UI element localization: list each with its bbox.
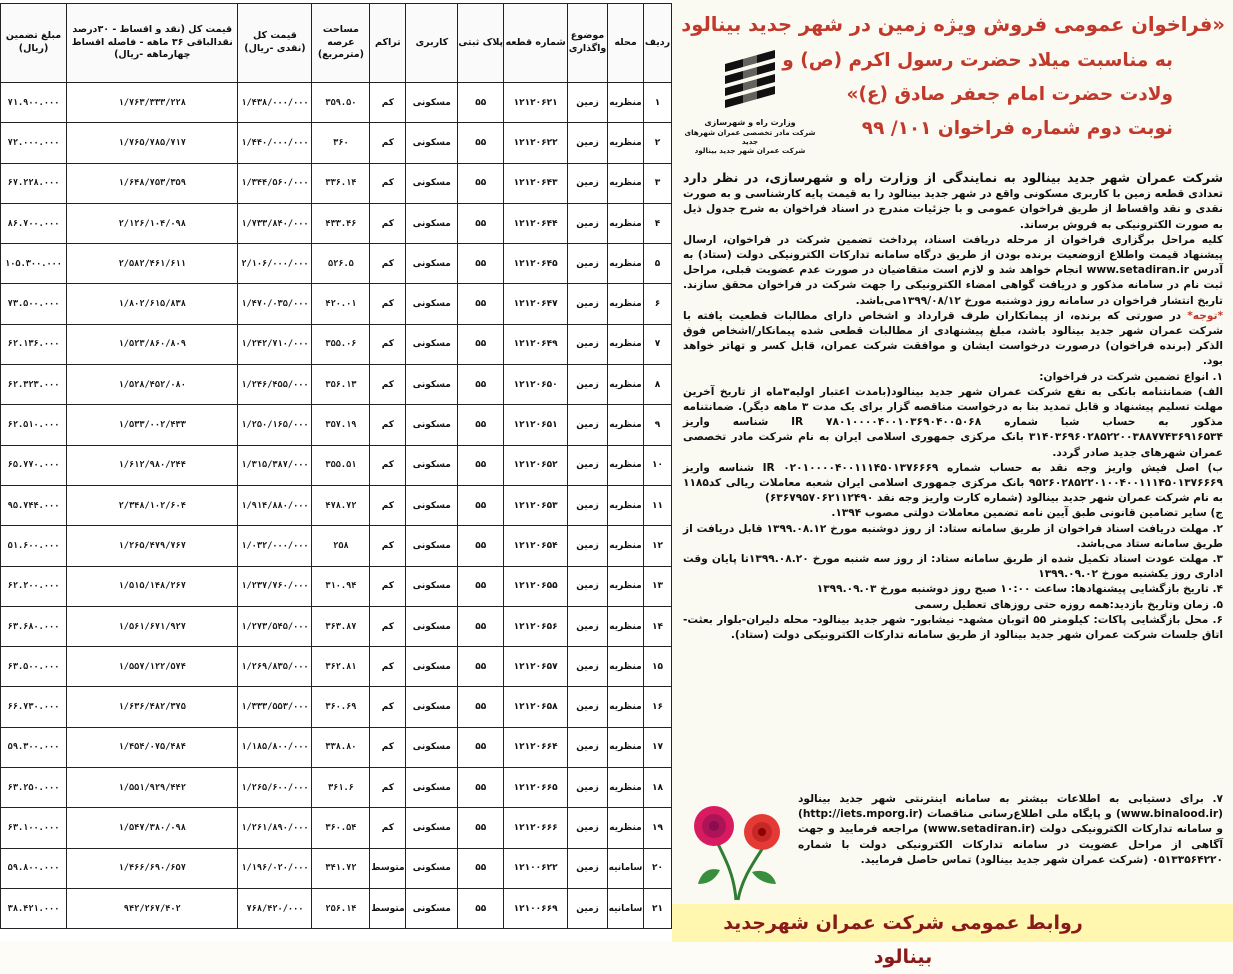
table-row (1, 485, 672, 525)
table-cell: ۱/۵۲۸/۴۵۲/۰۸۰ (67, 365, 238, 405)
table-cell: ۹۴۲/۲۶۷/۴۰۲ (67, 888, 238, 928)
table-cell: مسکونی (406, 324, 458, 364)
notice-lead: شرکت عمران شهر جدید بینالود به نمایندگی از وزارت راه و شهرسازی، در نظر دارد (683, 170, 1223, 185)
table-cell: ۱۷ (644, 727, 672, 767)
column-header: موضوع واگذاری (568, 4, 608, 83)
footer-text: روابط عمومی شرکت عمران شهرجدید بینالود (723, 912, 1083, 968)
table-cell: ۶۳.۵۰۰.۰۰۰ (1, 647, 67, 687)
table-cell: ۱۲۱۲۰۶۵۸ (504, 687, 568, 727)
table-cell: کم (370, 727, 406, 767)
table-cell: منظریه (608, 365, 644, 405)
column-header: کاربری (406, 4, 458, 83)
deadline-documents: ۲. مهلت دریافت اسناد فراخوان از طریق سامانه ستاد: از روز دوشنبه مورخ ۱۳۹۹.۰۸.۱۲ قابل دریافت از طریق سامانه ستاد می‌باشد. (683, 522, 1223, 550)
opening-location: ۶. محل بازگشایی پاکات: کیلومتر ۵۵ اتوبان مشهد- نیشابور- شهر جدید بینالود- محله دلیران-بلوار بعثت-اتاق جلسات شرکت عمران شهر جدید بینالود از طریق سامانه تدارکات الکترونیکی دولت (ستاد). (683, 613, 1223, 642)
table-cell: ۳۶۳.۸۷ (312, 606, 370, 646)
table-cell: مسکونی (406, 526, 458, 566)
logo-company-text: شرکت عمران شهر جدید بینالود (694, 146, 806, 155)
table-cell: مسکونی (406, 727, 458, 767)
notice-subtitle-1: به مناسبت میلاد حضرت رسول اکرم (ص) و (782, 50, 1173, 71)
table-row (1, 647, 672, 687)
table-header-row (1, 4, 672, 83)
table-cell: ۵۵ (458, 808, 504, 848)
table-cell: مسکونی (406, 445, 458, 485)
table-cell: ۵۲۶.۵ (312, 244, 370, 284)
table-cell: مسکونی (406, 163, 458, 203)
table-cell: ۲/۱۰۶/۰۰۰/۰۰۰ (238, 244, 312, 284)
table-cell: ۱/۲۴۲/۷۱۰/۰۰۰ (238, 324, 312, 364)
table-cell: ۳ (644, 163, 672, 203)
table-cell: کم (370, 244, 406, 284)
table-body (1, 83, 672, 929)
notice-paragraph-2: کلیه مراحل برگزاری فراخوان از مرحله دریافت اسناد، پرداخت تضمین شرکت در فراخوان، ارسال پیشنهاد قیمت واطلاع ازوضعیت برنده بودن از طریق درگاه سامانه تدارکات الکترونیکی دولت (ستاد) به آدرس www.setadiran.ir انجام خواهد شد و لازم است متقاضیان در صورت عدم عضویت قبلی، مراحل ثبت نام در سامانه مذکور و دریافت گواهی امضاء الکترونیکی را جهت شرکت در فراخوان محقق سازند. تاریخ انتشار فراخوان در سامانه روز دوشنبه مورخ ۱۳۹۹/۰۸/۱۲می‌باشد. (683, 233, 1223, 307)
table-cell: متوسط (370, 848, 406, 888)
table-cell: ۵۵ (458, 203, 504, 243)
table-cell: مسکونی (406, 888, 458, 928)
table-cell: ۱۲۱۲۰۶۵۶ (504, 606, 568, 646)
table-cell: زمین (568, 485, 608, 525)
table-cell: ۱/۱۸۵/۸۰۰/۰۰۰ (238, 727, 312, 767)
table-row (1, 727, 672, 767)
table-cell: ۷۳.۵۰۰.۰۰۰ (1, 284, 67, 324)
table-cell: زمین (568, 365, 608, 405)
table-row (1, 687, 672, 727)
table-cell: کم (370, 687, 406, 727)
table-cell: ۲/۳۴۸/۱۰۲/۶۰۴ (67, 485, 238, 525)
table-cell: ۳۵۶.۱۳ (312, 365, 370, 405)
column-header: تراکم (370, 4, 406, 83)
table-cell: زمین (568, 405, 608, 445)
table-cell: ۱۶ (644, 687, 672, 727)
table-cell: ۱/۰۳۲/۰۰۰/۰۰۰ (238, 526, 312, 566)
table-cell: متوسط (370, 888, 406, 928)
table-cell: ۳۵۷.۱۹ (312, 405, 370, 445)
table-cell: ۱/۳۴۴/۵۶۰/۰۰۰ (238, 163, 312, 203)
table-cell: منظریه (608, 768, 644, 808)
table-cell: منظریه (608, 566, 644, 606)
table-cell: ۱۲۱۲۰۶۶۵ (504, 768, 568, 808)
table-cell: ۳۳۸.۸۰ (312, 727, 370, 767)
table-cell: مسکونی (406, 768, 458, 808)
table-cell: ۱۴ (644, 606, 672, 646)
table-cell: زمین (568, 244, 608, 284)
table-cell: ۴۷۸.۷۲ (312, 485, 370, 525)
table-cell: ۱/۷۳۳/۸۴۰/۰۰۰ (238, 203, 312, 243)
table-cell: ۵۵ (458, 365, 504, 405)
table-cell: ۱۲۱۰۰۶۲۲ (504, 848, 568, 888)
table-cell: ۱۲ (644, 526, 672, 566)
opening-date: ۴. تاریخ بازگشایی پیشنهادها: ساعت ۱۰:۰۰ صبح روز دوشنبه مورخ ۱۳۹۹.۰۹.۰۳ (816, 583, 1223, 596)
table-cell: مسکونی (406, 203, 458, 243)
table-cell: ۱/۹۱۴/۸۸۰/۰۰۰ (238, 485, 312, 525)
table-cell: ۱۲۱۲۰۶۶۶ (504, 808, 568, 848)
table-cell: ۱/۱۹۶/۰۲۰/۰۰۰ (238, 848, 312, 888)
table-cell: ۱/۴۷۰/۰۳۵/۰۰۰ (238, 284, 312, 324)
table-cell: کم (370, 768, 406, 808)
table-cell: ۵۵ (458, 687, 504, 727)
table-cell: ۸۶.۷۰۰.۰۰۰ (1, 203, 67, 243)
table-cell: زمین (568, 687, 608, 727)
deadline-return: ۳. مهلت عودت اسناد تکمیل شده از طریق سامانه ستاد: از روز سه شنبه مورخ ۱۳۹۹.۰۸.۲۰تا پایان وقت اداری روز یکشنبه مورخ ۱۳۹۹.۰۹.۰۲ (683, 553, 1223, 581)
table-cell: ۱ (644, 83, 672, 123)
table-cell: ۹ (644, 405, 672, 445)
table-cell: ۱۲۱۲۰۶۵۷ (504, 647, 568, 687)
table-row (1, 365, 672, 405)
table-cell: ۳۸.۴۲۱.۰۰۰ (1, 888, 67, 928)
table-cell: زمین (568, 83, 608, 123)
table-cell: کم (370, 324, 406, 364)
table-cell: زمین (568, 566, 608, 606)
table-row (1, 808, 672, 848)
table-cell: کم (370, 485, 406, 525)
table-cell: ۱۲۱۰۰۶۶۹ (504, 888, 568, 928)
table-cell: ۱۲۱۲۰۶۵۴ (504, 526, 568, 566)
table-cell: زمین (568, 324, 608, 364)
table-cell: ۵۵ (458, 324, 504, 364)
table-cell: زمین (568, 445, 608, 485)
table-cell: ۱/۲۶۵/۶۰۰/۰۰۰ (238, 768, 312, 808)
logo-parent-text: شرکت مادر تخصصی عمران شهرهای جدید (684, 128, 816, 146)
table-cell: ۱/۲۴۶/۴۵۵/۰۰۰ (238, 365, 312, 405)
table-cell: ۱۰۵.۳۰۰.۰۰۰ (1, 244, 67, 284)
table-cell: مسکونی (406, 365, 458, 405)
table-cell: ۱/۶۳۶/۴۸۲/۳۷۵ (67, 687, 238, 727)
table-cell: ۱/۵۲۳/۸۶۰/۸۰۹ (67, 324, 238, 364)
table-cell: ۱/۲۶۹/۸۳۵/۰۰۰ (238, 647, 312, 687)
table-cell: منظریه (608, 606, 644, 646)
table-cell: ۳۶۰ (312, 123, 370, 163)
table-cell: کم (370, 405, 406, 445)
table-cell: ۳۵۵.۰۶ (312, 324, 370, 364)
table-cell: مسکونی (406, 83, 458, 123)
table-cell: ۲۰ (644, 848, 672, 888)
table-cell: ۵۵ (458, 647, 504, 687)
table-cell: ۵ (644, 244, 672, 284)
table-cell: مسکونی (406, 485, 458, 525)
table-cell: ۵۵ (458, 284, 504, 324)
table-cell: ۱/۲۶۵/۴۷۹/۷۶۷ (67, 526, 238, 566)
table-cell: ۲/۱۲۶/۱۰۴/۰۹۸ (67, 203, 238, 243)
table-cell: ۱۲۱۲۰۶۲۱ (504, 83, 568, 123)
table-cell: ۱/۲۳۷/۷۶۰/۰۰۰ (238, 566, 312, 606)
table-cell: ۱/۵۶۱/۶۷۱/۹۲۷ (67, 606, 238, 646)
table-cell: زمین (568, 123, 608, 163)
table-cell: ۴۳۳.۴۶ (312, 203, 370, 243)
table-row (1, 324, 672, 364)
table-row (1, 768, 672, 808)
notice-panel (672, 0, 1233, 968)
table-cell: ۶۲.۵۱۰.۰۰۰ (1, 405, 67, 445)
table-cell: کم (370, 445, 406, 485)
table-cell: ۷ (644, 324, 672, 364)
table-cell: ۵۵ (458, 888, 504, 928)
column-header: ردیف (644, 4, 672, 83)
lots-table (0, 3, 672, 929)
table-cell: ۵۵ (458, 848, 504, 888)
table-cell: کم (370, 526, 406, 566)
table-cell: ۵۵ (458, 244, 504, 284)
table-cell: ۵۵ (458, 606, 504, 646)
table-cell: منظریه (608, 526, 644, 566)
table-cell: ۷۱.۹۰۰.۰۰۰ (1, 83, 67, 123)
table-cell: ۵۵ (458, 566, 504, 606)
notice-subtitle-2: ولادت حضرت امام جعفر صادق (ع)» (846, 84, 1173, 105)
table-cell: مسکونی (406, 808, 458, 848)
table-cell: زمین (568, 727, 608, 767)
table-cell: کم (370, 566, 406, 606)
table-cell: ۳۳۶.۱۴ (312, 163, 370, 203)
table-cell: ۱/۲۶۱/۸۹۰/۰۰۰ (238, 808, 312, 848)
guarantee-c: ج) سایر تضامین قانونی طبق آیین نامه تضمین معاملات دولتی مصوب ۱۳۹۴. (831, 507, 1223, 520)
table-row (1, 203, 672, 243)
table-cell: منظریه (608, 687, 644, 727)
table-cell: مسکونی (406, 647, 458, 687)
table-cell: زمین (568, 203, 608, 243)
table-cell: منظریه (608, 203, 644, 243)
table-cell: ۱/۵۳۳/۰۰۲/۴۳۳ (67, 405, 238, 445)
table-cell: منظریه (608, 405, 644, 445)
table-cell: منظریه (608, 324, 644, 364)
logo-ministry-text: وزارت راه و شهرسازی (704, 118, 796, 127)
table-cell: ۱۸ (644, 768, 672, 808)
table-cell: ۱/۵۵۱/۹۲۹/۴۴۲ (67, 768, 238, 808)
note-text: در صورتی که برنده، از پیمانکاران طرف قرارداد و اشخاص دارای مطالبات قطعیت یافته با شرکت عمران شهر جدید بینالود باشد، مبلغ پیشنهادی از مطالبات قطعی شده پیمانکار/اشخاص فوق الذکر (برنده فراخوان) درصورت درخواست ایشان و موافقت شرکت عمران، قابل کسر و تهاتر خواهد بود. (683, 309, 1223, 368)
table-cell: منظریه (608, 284, 644, 324)
table-cell: ۶۳.۲۵۰.۰۰۰ (1, 768, 67, 808)
table-cell: زمین (568, 163, 608, 203)
table-row (1, 405, 672, 445)
table-cell: ۵۵ (458, 445, 504, 485)
table-row (1, 606, 672, 646)
table-cell: زمین (568, 848, 608, 888)
table-cell: مسکونی (406, 284, 458, 324)
table-cell: ۲۵۶.۱۴ (312, 888, 370, 928)
table-cell: ۱/۶۱۲/۹۸۰/۲۴۴ (67, 445, 238, 485)
table-cell: کم (370, 606, 406, 646)
table-cell: ۱/۴۶۶/۶۹۰/۶۵۷ (67, 848, 238, 888)
note-label: *توجه* (1187, 309, 1223, 322)
table-cell: ۱۲۱۲۰۶۴۵ (504, 244, 568, 284)
table-cell: ۸ (644, 365, 672, 405)
table-cell: ۵۵ (458, 163, 504, 203)
guarantee-b: ب) اصل فیش واریز وجه نقد به حساب شماره IR ۰۲۰۱۰۰۰۰۴۰۰۱۱۱۴۵۰۱۳۷۶۶۶۹ شناسه واریز ۹۵۲۶۰۲۸۵۲۲۰۱۰۰۴۰۰۱۱۱۴۵۰۱۳۷۶۶۶۹ بانک مرکزی جمهوری اسلامی ایران شعبه معاملات ریالی کد۱۱۸۵ به نام شرکت عمران شهر جدید بینالود (شماره کارت واریز وجه نقد ۶۳۶۷۹۵۷۰۶۲۱۱۲۴۹۰) (683, 461, 1223, 505)
table-cell: ۱/۶۴۸/۷۵۳/۳۵۹ (67, 163, 238, 203)
table-cell: زمین (568, 647, 608, 687)
table-cell: ۱۲۱۲۰۶۴۴ (504, 203, 568, 243)
table-cell: ۱۲۱۲۰۶۴۳ (504, 163, 568, 203)
table-cell: ۵۵ (458, 727, 504, 767)
table-cell: ۵۵ (458, 768, 504, 808)
table-cell: ۱/۳۳۳/۵۵۳/۰۰۰ (238, 687, 312, 727)
table-cell: ۵۹.۳۰۰.۰۰۰ (1, 727, 67, 767)
table-cell: سامانیه (608, 848, 644, 888)
table-cell: زمین (568, 808, 608, 848)
table-cell: ۷۲.۰۰۰.۰۰۰ (1, 123, 67, 163)
table-cell: مسکونی (406, 848, 458, 888)
table-row (1, 445, 672, 485)
table-row (1, 888, 672, 928)
table-cell: مسکونی (406, 123, 458, 163)
table-cell: منظریه (608, 163, 644, 203)
table-cell: ۱۲۱۲۰۶۲۲ (504, 123, 568, 163)
table-cell: ۱/۲۵۰/۱۶۵/۰۰۰ (238, 405, 312, 445)
table-cell: کم (370, 83, 406, 123)
table-cell: ۶ (644, 284, 672, 324)
table-row (1, 848, 672, 888)
table-cell: ۳۴۱.۷۲ (312, 848, 370, 888)
table-cell: منظریه (608, 727, 644, 767)
table-cell: کم (370, 365, 406, 405)
table-cell: منظریه (608, 123, 644, 163)
table-cell: ۱/۲۷۳/۵۴۵/۰۰۰ (238, 606, 312, 646)
table-cell: ۱/۴۴۰/۰۰۰/۰۰۰ (238, 123, 312, 163)
table-cell: ۳۶۱.۶ (312, 768, 370, 808)
table-cell: کم (370, 647, 406, 687)
table-cell: ۱۲۱۲۰۶۶۴ (504, 727, 568, 767)
table-cell: منظریه (608, 83, 644, 123)
table-cell: ۳۵۵.۵۱ (312, 445, 370, 485)
table-cell: زمین (568, 526, 608, 566)
table-cell: کم (370, 123, 406, 163)
column-header: مبلغ تضمین (ریال) (1, 4, 67, 83)
table-cell: ۵۵ (458, 526, 504, 566)
table-cell: ۱۵ (644, 647, 672, 687)
table-cell: ۹۵.۷۴۴.۰۰۰ (1, 485, 67, 525)
table-cell: ۱/۳۱۵/۳۸۷/۰۰۰ (238, 445, 312, 485)
visit-time: ۵. زمان وتاریخ بازدید:همه روزه حتی روزهای تعطیل رسمی (914, 598, 1223, 611)
table-cell: منظریه (608, 485, 644, 525)
table-cell: ۵۹.۸۰۰.۰۰۰ (1, 848, 67, 888)
table-cell: ۵۵ (458, 83, 504, 123)
table-cell: ۱۰ (644, 445, 672, 485)
table-cell: ۲۵۸ (312, 526, 370, 566)
table-cell: ۳۶۰.۶۹ (312, 687, 370, 727)
column-header: شماره قطعه (504, 4, 568, 83)
guarantee-a: الف) ضمانتنامه بانکی به نفع شرکت عمران شهر جدید بینالود(بامدت اعتبار اولیه۳ماه از تاریخ آخرین مهلت تسلیم پیشنهاد و قابل تمدید بنا به درخواست مناقصه گزار برای یک مدت ۳ ماهه دیگر). ضمانتنامه مذکور به حساب شبا شماره IR ۷۸۰۱۰۰۰۰۴۰۰۱۰۳۶۹۰۴۰۰۵۰۶۸ شناسه واریز ۳۱۴۰۳۶۹۶۰۲۸۵۲۲۰۰۳۸۸۷۷۴۳۶۹۱۶۵۳۴ بانک مرکزی جمهوری اسلامی ایران به نام شرکت مادر تخصصی عمران شهرهای جدید صادر گردد. (683, 385, 1223, 459)
column-header: قیمت کل (نقد و اقساط - ۳۰درصد نقدالباقی ۳۶ ماهه - فاصله اقساط چهارماهه -ریال) (67, 4, 238, 83)
table-cell: ۱/۸۰۲/۶۱۵/۸۳۸ (67, 284, 238, 324)
table-cell: ۱۹ (644, 808, 672, 848)
table-cell: ۶۲.۱۳۶.۰۰۰ (1, 324, 67, 364)
table-cell: ۶۲.۲۰۰.۰۰۰ (1, 566, 67, 606)
table-cell: ۱۱ (644, 485, 672, 525)
table-row (1, 526, 672, 566)
table-cell: منظریه (608, 244, 644, 284)
table-cell: ۱/۷۶۳/۳۳۳/۲۲۸ (67, 83, 238, 123)
table-cell: منظریه (608, 445, 644, 485)
table-cell: سامانیه (608, 888, 644, 928)
table-row (1, 284, 672, 324)
guarantee-heading: ۱. انواع تضمین شرکت در فراخوان: (1039, 370, 1223, 383)
table-cell: ۵۵ (458, 405, 504, 445)
table-cell: ۱/۴۳۸/۰۰۰/۰۰۰ (238, 83, 312, 123)
table-cell: ۴۲۰.۰۱ (312, 284, 370, 324)
table-row (1, 566, 672, 606)
table-cell: ۶۵.۷۷۰.۰۰۰ (1, 445, 67, 485)
notice-title: «فراخوان عمومی فروش ویژه زمین در شهر جدید بینالود (681, 13, 1225, 36)
table-cell: ۱۲۱۲۰۶۴۹ (504, 324, 568, 364)
table-row (1, 83, 672, 123)
table-cell: منظریه (608, 808, 644, 848)
column-header: مساحت عرصه (مترمربع) (312, 4, 370, 83)
table-cell: زمین (568, 888, 608, 928)
table-row (1, 163, 672, 203)
table-cell: ۱۲۱۲۰۶۵۳ (504, 485, 568, 525)
table-cell: ۱۲۱۲۰۶۴۷ (504, 284, 568, 324)
table-cell: ۳۵۹.۵۰ (312, 83, 370, 123)
table-cell: کم (370, 163, 406, 203)
table-row (1, 244, 672, 284)
table-cell: ۶۲.۳۲۳.۰۰۰ (1, 365, 67, 405)
table-cell: زمین (568, 284, 608, 324)
table-cell: ۱۲۱۲۰۶۵۱ (504, 405, 568, 445)
more-info: ۷. برای دستیابی به اطلاعات بیشتر به سامانه اینترنتی شهر جدید بینالود (www.binalood.ir) و پایگاه ملی اطلاع‌رسانی مناقصات (http://iets.mporg.ir) و سامانه تدارکات الکترونیکی دولت (www.setadiran.ir) مراجعه فرمایید و جهت آگاهی از مراحل عضویت در سامانه تدارکات الکترونیکی دولت با شماره ۰۵۱۳۳۵۶۴۲۲۰ (شرکت عمران شهر جدید بینالود) تماس حاصل فرمایید. (798, 793, 1223, 866)
table-cell: ۶۳.۶۸۰.۰۰۰ (1, 606, 67, 646)
table-row (1, 123, 672, 163)
table-cell: ۱۳ (644, 566, 672, 606)
table-cell: مسکونی (406, 606, 458, 646)
table-cell: کم (370, 284, 406, 324)
table-cell: ۱۲۱۲۰۶۵۲ (504, 445, 568, 485)
table-cell: ۷۶۸/۴۲۰/۰۰۰ (238, 888, 312, 928)
table-cell: ۶۷.۲۲۸.۰۰۰ (1, 163, 67, 203)
table-cell: ۱/۷۶۵/۷۸۵/۷۱۷ (67, 123, 238, 163)
table-cell: ۱۲۱۲۰۶۵۵ (504, 566, 568, 606)
table-cell: مسکونی (406, 244, 458, 284)
table-cell: زمین (568, 606, 608, 646)
column-header: قیمت کل (نقدی -ریال) (238, 4, 312, 83)
table-cell: ۱/۵۴۷/۳۸۰/۰۹۸ (67, 808, 238, 848)
table-cell: ۵۵ (458, 123, 504, 163)
table-cell: کم (370, 203, 406, 243)
table-cell: ۱/۵۵۷/۱۲۲/۵۷۴ (67, 647, 238, 687)
notice-round-number: نوبت دوم شماره فراخوان ۱۰۱/ ۹۹ (861, 118, 1173, 139)
table-cell: زمین (568, 768, 608, 808)
table-cell: ۶۳.۱۰۰.۰۰۰ (1, 808, 67, 848)
table-cell: ۴ (644, 203, 672, 243)
table-cell: ۳۶۰.۵۴ (312, 808, 370, 848)
roses-icon (676, 780, 796, 905)
table-cell: ۲/۵۸۲/۴۶۱/۶۱۱ (67, 244, 238, 284)
table-cell: ۱۲۱۲۰۶۵۰ (504, 365, 568, 405)
table-cell: ۲۱ (644, 888, 672, 928)
column-header: محله (608, 4, 644, 83)
table-cell: ۲ (644, 123, 672, 163)
table-cell: مسکونی (406, 405, 458, 445)
table-cell: مسکونی (406, 566, 458, 606)
table-cell: مسکونی (406, 687, 458, 727)
table-cell: ۶۶.۷۳۰.۰۰۰ (1, 687, 67, 727)
table-cell: ۱/۴۵۴/۰۷۵/۴۸۴ (67, 727, 238, 767)
table-cell: کم (370, 808, 406, 848)
notice-body (683, 170, 1223, 643)
column-header: پلاک ثبتی (458, 4, 504, 83)
table-cell: منظریه (608, 647, 644, 687)
table-cell: ۱/۵۱۵/۱۴۸/۲۶۷ (67, 566, 238, 606)
table-cell: ۳۶۲.۸۱ (312, 647, 370, 687)
table-cell: ۳۱۰.۹۴ (312, 566, 370, 606)
notice-paragraph-1: تعدادی قطعه زمین با کاربری مسکونی واقع در شهر جدید بینالود را به قیمت پایه کارشناسی و به صورت نقدی و نقد واقساط از طریق فراخوان عمومی و با جزئیات مندرج در اسناد فراخوان به شرح جدول ذیل به صورت الکترونیکی به فروش برساند. (683, 188, 1223, 231)
table-cell: ۵۱.۶۰۰.۰۰۰ (1, 526, 67, 566)
logo-mark-icon (715, 46, 785, 116)
table-cell: ۵۵ (458, 485, 504, 525)
company-logo (680, 46, 820, 164)
